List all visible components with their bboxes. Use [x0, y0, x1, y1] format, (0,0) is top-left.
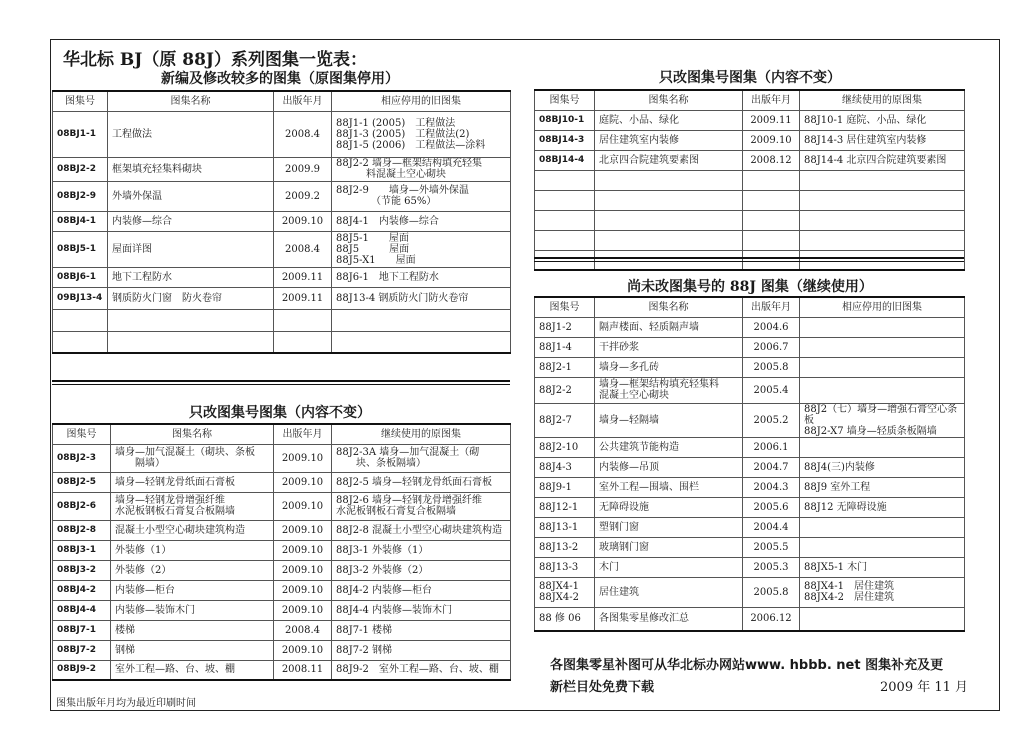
cell-ref: 88J3-2 外装修（2）: [332, 560, 511, 580]
cell-code: 88J2-2: [535, 377, 595, 403]
cell-name: 墙身—框架结构填充轻集料 混凝土空心砌块: [595, 377, 743, 403]
header-atlas-no: 图集号: [535, 297, 595, 317]
cell-ref: 88J5-1 屋面 88J5 屋面 88J5-X1 屋面: [332, 231, 511, 267]
cell-date: 2004.3: [743, 477, 800, 497]
cell-date: 2004.4: [743, 517, 800, 537]
table-row: [535, 557, 965, 577]
cell-code: 88J4-3: [535, 457, 595, 477]
sec2-title: 只改图集号图集（内容不变）: [189, 405, 371, 421]
cell-date: 2009.2: [274, 181, 332, 211]
cell-ref: 88JX5-1 木门: [800, 557, 965, 577]
cell-name: 内装修—吊顶: [595, 457, 743, 477]
cell-code: 08BJ4-1: [53, 211, 108, 231]
cell-date: 2008.4: [274, 111, 332, 157]
cell-date: 2005.6: [743, 497, 800, 517]
cell-name: [595, 170, 743, 190]
table-row: [53, 309, 511, 331]
cell-ref: 88J4-4 内装修—装饰木门: [332, 600, 511, 620]
cell-code: 08BJ2-6: [53, 492, 111, 520]
cell-name: 墙身—轻钢龙骨纸面石膏板: [111, 472, 274, 492]
cell-date: 2005.3: [743, 557, 800, 577]
cell-code: 88J13-3: [535, 557, 595, 577]
cell-name: 外装修（1）: [111, 540, 274, 560]
cell-name: 内装修—综合: [108, 211, 274, 231]
table-row: [535, 130, 965, 150]
header-old-atlas: 相应停用的旧图集: [800, 297, 965, 317]
cell-ref: 88J13-4 钢质防火门防火卷帘: [332, 287, 511, 309]
header-publish-date: 出版年月: [274, 424, 332, 444]
cell-name: 钢梯: [111, 640, 274, 660]
cell-code: 08BJ2-2: [53, 157, 108, 181]
cell-date: 2009.10: [274, 472, 332, 492]
table-row: [53, 580, 511, 600]
cell-date: 2009.10: [274, 444, 332, 472]
issue-date: 2009 年 11 月: [880, 680, 969, 695]
table-row: [535, 250, 965, 270]
table-row: [53, 111, 511, 157]
cell-name: 隔声楼面、轻质隔声墙: [595, 317, 743, 337]
table-row: [535, 517, 965, 537]
cell-name: [108, 309, 274, 331]
cell-date: 2005.2: [743, 403, 800, 437]
cell-ref: [800, 337, 965, 357]
table-row: [535, 150, 965, 170]
cell-date: 2006.1: [743, 437, 800, 457]
table-row: [535, 110, 965, 130]
cell-code: [535, 190, 595, 210]
header-atlas-no: 图集号: [535, 90, 595, 110]
cell-ref: [800, 250, 965, 270]
table-row: [53, 492, 511, 520]
cell-name: 框架填充轻集料砌块: [108, 157, 274, 181]
cell-code: 88J1-2: [535, 317, 595, 337]
cell-date: [274, 309, 332, 331]
cell-ref: 88J10-1 庭院、小品、绿化: [800, 110, 965, 130]
table-row: [535, 403, 965, 437]
cell-name: 室外工程—围墙、围栏: [595, 477, 743, 497]
cell-name: 公共建筑节能构造: [595, 437, 743, 457]
header-old-atlas: 相应停用的旧图集: [332, 91, 511, 111]
cell-name: 居住建筑: [595, 577, 743, 607]
cell-ref: 88J4-2 内装修—柜台: [332, 580, 511, 600]
cell-ref: [800, 210, 965, 230]
cell-date: 2009.10: [743, 130, 800, 150]
header-publish-date: 出版年月: [743, 297, 800, 317]
header-publish-date: 出版年月: [743, 90, 800, 110]
cell-code: 08BJ2-9: [53, 181, 108, 211]
footnote: 图集出版年月均为最近印刷时间: [56, 698, 196, 709]
cell-date: 2008.12: [743, 150, 800, 170]
cell-date: 2009.10: [274, 492, 332, 520]
cell-date: 2009.11: [743, 110, 800, 130]
cell-code: 08BJ6-1: [53, 267, 108, 287]
main-title: 华北标 BJ（原 88J）系列图集一览表：: [63, 50, 367, 70]
cell-ref: [800, 377, 965, 403]
cell-date: 2005.4: [743, 377, 800, 403]
cell-code: 88JX4-1 88JX4-2: [535, 577, 595, 607]
download-notice-cont: 新栏目处免费下载: [550, 680, 655, 695]
cell-ref: 88J12 无障碍设施: [800, 497, 965, 517]
table-row: [53, 267, 511, 287]
cell-code: [53, 331, 108, 353]
header-atlas-name: 图集名称: [108, 91, 274, 111]
cell-code: 08BJ2-5: [53, 472, 111, 492]
legacy-88j-atlas-table: [534, 296, 965, 632]
table-row: [535, 357, 965, 377]
table-row: [53, 231, 511, 267]
cell-ref: [800, 170, 965, 190]
cell-ref: 88J2-8 混凝土小型空心砌块建筑构造: [332, 520, 511, 540]
cell-ref: 88J9-2 室外工程—路、台、坡、棚: [332, 660, 511, 680]
cell-name: 楼梯: [111, 620, 274, 640]
table-row: [53, 444, 511, 472]
cell-code: 88J13-1: [535, 517, 595, 537]
cell-date: 2009.11: [274, 287, 332, 309]
cell-name: 无障碍设施: [595, 497, 743, 517]
sec1-title: 新编及修改较多的图集（原图集停用）: [161, 71, 399, 87]
cell-code: 08BJ14-4: [535, 150, 595, 170]
cell-date: 2009.11: [274, 267, 332, 287]
sec3-title: 只改图集号图集（内容不变）: [659, 70, 841, 86]
cell-name: 居住建筑室内装修: [595, 130, 743, 150]
cell-code: 08BJ1-1: [53, 111, 108, 157]
table-row: [53, 660, 511, 680]
cell-name: [595, 190, 743, 210]
table-row: [535, 607, 965, 631]
cell-code: 08BJ14-3: [535, 130, 595, 150]
table-row: [53, 600, 511, 620]
cell-code: 08BJ4-2: [53, 580, 111, 600]
cell-name: 工程做法: [108, 111, 274, 157]
cell-code: 08BJ4-4: [53, 600, 111, 620]
cell-code: 09BJ13-4: [53, 287, 108, 309]
cell-date: 2009.10: [274, 520, 332, 540]
cell-code: 08BJ2-8: [53, 520, 111, 540]
cell-ref: 88J7-2 钢梯: [332, 640, 511, 660]
download-notice: 各图集零星补图可从华北标办网站www. hbbb. net 图集补充及更: [550, 658, 944, 673]
cell-ref: 88J14-3 居住建筑室内装修: [800, 130, 965, 150]
cell-code: [535, 230, 595, 250]
table-row: [535, 537, 965, 557]
table-row: [535, 190, 965, 210]
cell-name: 各图集零星修改汇总: [595, 607, 743, 631]
cell-name: 墙身—加气混凝土（砌块、条板 隔墙）: [111, 444, 274, 472]
cell-date: 2004.6: [743, 317, 800, 337]
cell-ref: 88J9 室外工程: [800, 477, 965, 497]
cell-ref: 88J7-1 楼梯: [332, 620, 511, 640]
table-row: [535, 377, 965, 403]
cell-code: [535, 170, 595, 190]
cell-ref: 88J2-9 墙身—外墙外保温 （节能 65%）: [332, 181, 511, 211]
cell-date: [743, 210, 800, 230]
cell-date: 2008.4: [274, 620, 332, 640]
cell-name: 内装修—柜台: [111, 580, 274, 600]
table-row: [535, 170, 965, 190]
table-row: [535, 497, 965, 517]
table-row: [535, 210, 965, 230]
table-row: [53, 540, 511, 560]
cell-code: 08BJ9-2: [53, 660, 111, 680]
header-atlas-no: 图集号: [53, 424, 111, 444]
header-continued-atlas: 继续使用的原图集: [332, 424, 511, 444]
cell-name: [595, 250, 743, 270]
cell-ref: [800, 230, 965, 250]
cell-date: 2004.7: [743, 457, 800, 477]
cell-ref: 88J2-6 墙身—轻钢龙骨增强纤维 水泥板钢板石膏复合板隔墙: [332, 492, 511, 520]
header-continued-atlas: 继续使用的原图集: [800, 90, 965, 110]
cell-ref: [332, 309, 511, 331]
table-row: [53, 640, 511, 660]
cell-code: 08BJ7-2: [53, 640, 111, 660]
cell-name: 钢质防火门窗 防火卷帘: [108, 287, 274, 309]
table-row: [535, 457, 965, 477]
cell-ref: 88J2-2 墙身—框架结构填充轻集 料混凝土空心砌块: [332, 157, 511, 181]
section-divider: [52, 380, 510, 382]
cell-code: 08BJ7-1: [53, 620, 111, 640]
cell-name: 地下工程防水: [108, 267, 274, 287]
header-atlas-name: 图集名称: [595, 297, 743, 317]
cell-date: 2008.4: [274, 231, 332, 267]
cell-name: 屋面详图: [108, 231, 274, 267]
cell-date: [743, 250, 800, 270]
cell-date: [743, 190, 800, 210]
cell-name: 外装修（2）: [111, 560, 274, 580]
cell-ref: 88J14-4 北京四合院建筑要素图: [800, 150, 965, 170]
table-row: [53, 520, 511, 540]
cell-ref: [800, 190, 965, 210]
cell-name: 玻璃钢门窗: [595, 537, 743, 557]
cell-ref: 88J4(三)内装修: [800, 457, 965, 477]
cell-date: 2006.12: [743, 607, 800, 631]
cell-date: [743, 230, 800, 250]
cell-date: 2006.7: [743, 337, 800, 357]
header-atlas-name: 图集名称: [595, 90, 743, 110]
table-row: [53, 181, 511, 211]
cell-code: 88J9-1: [535, 477, 595, 497]
renumbered-atlas-table: [52, 423, 511, 681]
sec4-title: 尚未改图集号的 88J 图集（继续使用）: [627, 279, 873, 295]
cell-ref: [800, 607, 965, 631]
cell-date: [743, 170, 800, 190]
cell-code: 88J13-2: [535, 537, 595, 557]
cell-name: [108, 331, 274, 353]
table-row: [53, 287, 511, 309]
cell-ref: 88J2（七）墙身—增强石膏空心条板 88J2-X7 墙身—轻质条板隔墙: [800, 403, 965, 437]
cell-ref: 88J2-3A 墙身—加气混凝土（砌 块、条板隔墙）: [332, 444, 511, 472]
cell-code: 88J1-4: [535, 337, 595, 357]
new-atlas-table: [52, 90, 511, 354]
cell-code: 88J2-10: [535, 437, 595, 457]
cell-ref: [800, 517, 965, 537]
section-divider: [534, 261, 964, 262]
table-row: [535, 337, 965, 357]
cell-date: 2009.10: [274, 640, 332, 660]
cell-code: 08BJ10-1: [535, 110, 595, 130]
cell-date: 2009.9: [274, 157, 332, 181]
table-row: [53, 620, 511, 640]
cell-ref: 88J1-1 (2005) 工程做法 88J1-3 (2005) 工程做法(2) 88J1-5 (2006) 工程做法—涂料: [332, 111, 511, 157]
table-row: [53, 211, 511, 231]
cell-ref: [332, 331, 511, 353]
table-row: [535, 317, 965, 337]
cell-ref: 88J3-1 外装修（1）: [332, 540, 511, 560]
cell-code: [53, 309, 108, 331]
cell-name: [595, 230, 743, 250]
table-row: [535, 477, 965, 497]
cell-date: 2008.11: [274, 660, 332, 680]
cell-date: 2009.10: [274, 540, 332, 560]
cell-code: 08BJ5-1: [53, 231, 108, 267]
cell-ref: [800, 537, 965, 557]
cell-date: 2009.10: [274, 600, 332, 620]
cell-name: 混凝土小型空心砌块建筑构造: [111, 520, 274, 540]
cell-date: 2005.5: [743, 537, 800, 557]
cell-ref: 88J4-1 内装修—综合: [332, 211, 511, 231]
cell-name: 木门: [595, 557, 743, 577]
table-row: [535, 230, 965, 250]
cell-code: [535, 250, 595, 270]
cell-name: 北京四合院建筑要素图: [595, 150, 743, 170]
cell-name: 塑钢门窗: [595, 517, 743, 537]
table-row: [53, 331, 511, 353]
cell-code: 08BJ3-2: [53, 560, 111, 580]
table-row: [535, 577, 965, 607]
cell-name: 干拌砂浆: [595, 337, 743, 357]
cell-code: 88J12-1: [535, 497, 595, 517]
cell-ref: 88J6-1 地下工程防水: [332, 267, 511, 287]
table-row: [53, 560, 511, 580]
cell-code: [535, 210, 595, 230]
cell-date: 2009.10: [274, 211, 332, 231]
section-divider: [52, 384, 510, 385]
cell-date: [274, 331, 332, 353]
cell-name: 庭院、小品、绿化: [595, 110, 743, 130]
cell-date: 2005.8: [743, 357, 800, 377]
cell-name: 墙身—轻钢龙骨增强纤维 水泥板钢板石膏复合板隔墙: [111, 492, 274, 520]
cell-ref: [800, 357, 965, 377]
cell-name: 内装修—装饰木门: [111, 600, 274, 620]
cell-date: 2009.10: [274, 580, 332, 600]
cell-code: 08BJ2-3: [53, 444, 111, 472]
cell-date: 2009.10: [274, 560, 332, 580]
cell-code: 88J2-7: [535, 403, 595, 437]
cell-name: 外墙外保温: [108, 181, 274, 211]
cell-date: 2005.8: [743, 577, 800, 607]
section-divider: [534, 257, 964, 259]
table-row: [53, 157, 511, 181]
table-row: [53, 472, 511, 492]
cell-name: 墙身—多孔砖: [595, 357, 743, 377]
cell-ref: [800, 437, 965, 457]
cell-name: 室外工程—路、台、坡、棚: [111, 660, 274, 680]
cell-ref: 88JX4-1 居住建筑 88JX4-2 居住建筑: [800, 577, 965, 607]
cell-code: 88J2-1: [535, 357, 595, 377]
renumbered-atlas-table-right: [534, 89, 965, 271]
cell-code: 08BJ3-1: [53, 540, 111, 560]
cell-ref: [800, 317, 965, 337]
cell-name: [595, 210, 743, 230]
header-atlas-no: 图集号: [53, 91, 108, 111]
cell-code: 88 修 06: [535, 607, 595, 631]
cell-name: 墙身—轻隔墙: [595, 403, 743, 437]
header-atlas-name: 图集名称: [111, 424, 274, 444]
cell-ref: 88J2-5 墙身—轻钢龙骨纸面石膏板: [332, 472, 511, 492]
header-publish-date: 出版年月: [274, 91, 332, 111]
table-row: [535, 437, 965, 457]
